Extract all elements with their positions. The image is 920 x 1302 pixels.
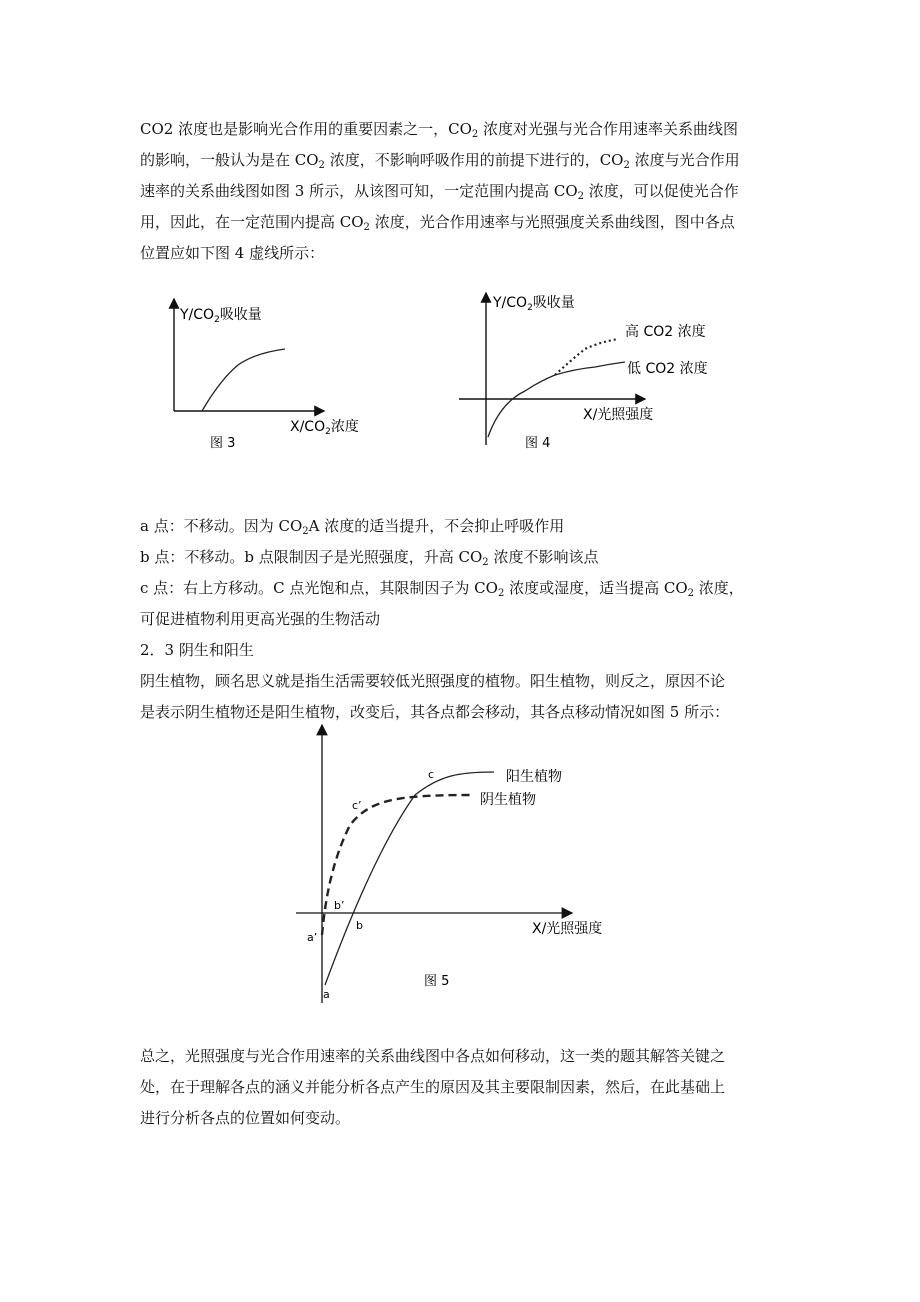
fig5-caption: 图 5 (424, 974, 450, 989)
fig5-x-label: X/光照强度 (532, 921, 603, 937)
section-line-2: 是表示阴生植物还是阳生植物，改变后，其各点都会移动，其各点移动情况如图 5 所示： (140, 703, 730, 721)
fig5-series-shade-label: 阴生植物 (480, 792, 536, 808)
figure-5 (280, 715, 640, 1015)
point-c-text: c 点：右上方移动。C 点光饱和点，其限制因子为 $CO_2$ 浓度或湿度，适当提高 $CO_2$ 浓度， (140, 579, 744, 599)
fig5-sun-plant-curve (325, 772, 494, 985)
point-c-text-2: 可促进植物利用更高光强的生物活动 (140, 610, 381, 628)
conclusion-line-3: 进行分析各点的位置如何变动。 (140, 1109, 351, 1127)
conclusion-paragraph (140, 1041, 780, 1134)
intro-paragraph (140, 114, 780, 269)
figure-4 (455, 285, 735, 465)
section-line-1: 阴生植物，顾名思义就是指生活需要较低光照强度的植物。阳生植物，则反之，原因不论 (140, 672, 726, 690)
intro-line-5: 位置应如下图 4 虚线所示： (140, 244, 325, 262)
fig4-series-high-label: 高 CO2 浓度 (625, 324, 706, 340)
fig3-curve (202, 349, 285, 411)
fig5-label-b-shade: b’ (334, 899, 345, 912)
conclusion-line-1: 总之，光照强度与光合作用速率的关系曲线图中各点如何移动，这一类的题其解答关键之 (140, 1047, 726, 1065)
section-heading: 2．3 阴生和阳生 (140, 641, 254, 659)
fig5-series-sun-label: 阳生植物 (506, 769, 562, 785)
point-a-text: a 点：不移动。因为 $CO_2A$ 浓度的适当提升，不会抑止呼吸作用 (140, 517, 565, 537)
fig3-caption: 图 3 (210, 436, 236, 451)
fig4-x-label: X/光照强度 (583, 407, 654, 423)
fig5-label-c: c (428, 768, 435, 781)
fig3-y-label: $Y/CO_2$吸收量 (180, 307, 262, 325)
point-b-text: b 点：不移动。b 点限制因子是光照强度，升高 $CO_2$ 浓度不影响该点 (140, 548, 599, 568)
fig4-caption: 图 4 (525, 436, 551, 451)
intro-line-3: 速率的关系曲线图如图 3 所示，从该图可知，一定范围内提高 $CO_2$ 浓度，可以促使光合作 (140, 182, 739, 202)
fig4-high-co2-curve (555, 339, 618, 375)
fig3-x-label: $X/CO_2$浓度 (290, 419, 359, 437)
figure-3 (150, 285, 390, 465)
fig4-series-low-label: 低 CO2 浓度 (627, 361, 708, 377)
fig5-label-b: b (356, 919, 363, 932)
fig5-shade-plant-curve (322, 795, 470, 935)
fig5-label-c-shade: c’ (352, 799, 362, 812)
fig4-y-label: $Y/CO_2$吸收量 (493, 295, 575, 313)
fig5-label-a: a (323, 988, 330, 1001)
intro-line-1: CO2 浓度也是影响光合作用的重要因素之一，$CO_2$ 浓度对光强与光合作用速率关系曲线图 (140, 120, 739, 140)
points-paragraph (140, 511, 780, 728)
intro-line-2: 的影响，一般认为是在 $CO_2$ 浓度，不影响呼吸作用的前提下进行的，$CO_2$ 浓度与光合作用 (140, 151, 740, 171)
intro-line-4: 用，因此，在一定范围内提高 $CO_2$ 浓度，光合作用速率与光照强度关系曲线图，图中各点 (140, 213, 735, 233)
fig5-label-a-shade: a’ (307, 931, 318, 944)
conclusion-line-2: 处，在于理解各点的涵义并能分析各点产生的原因及其主要限制因素，然后，在此基础上 (140, 1078, 726, 1096)
